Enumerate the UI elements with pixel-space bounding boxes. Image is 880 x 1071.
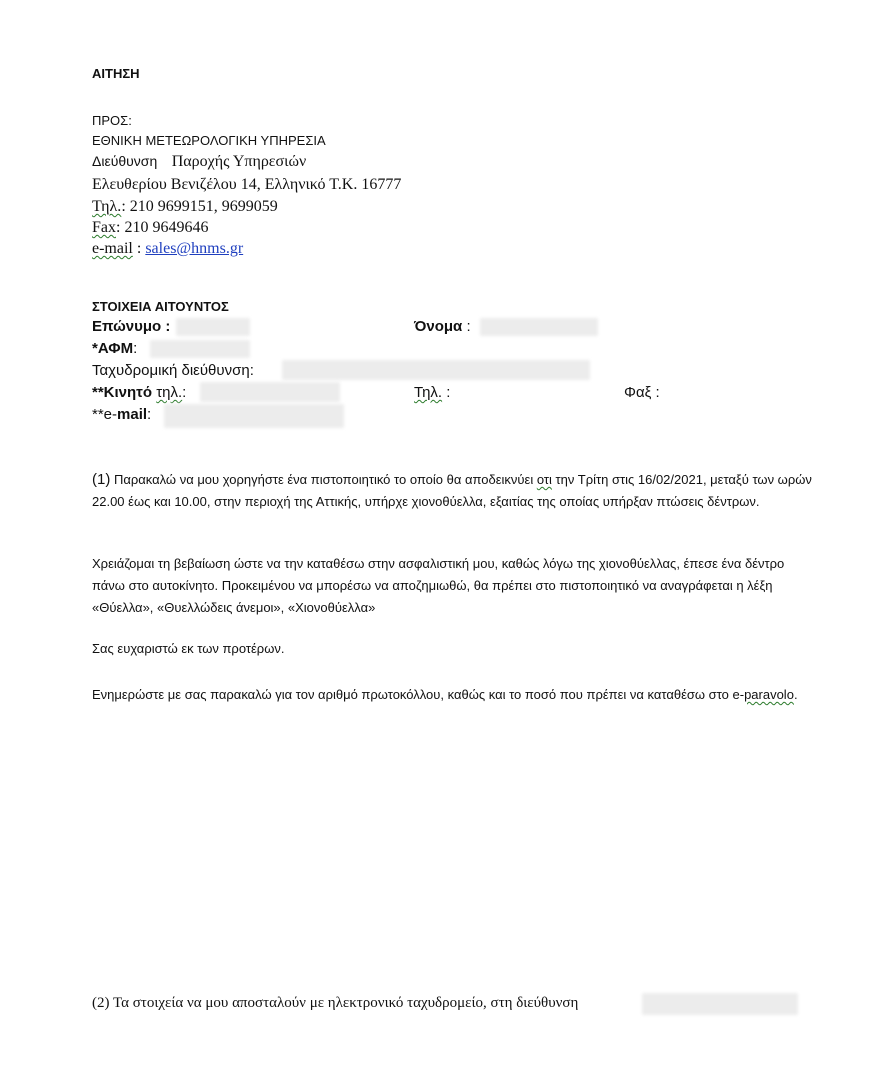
first-name-redacted bbox=[480, 318, 598, 336]
telephone-value: : 210 9699151, 9699059 bbox=[121, 198, 278, 215]
applicant-email-colon: : bbox=[147, 406, 152, 423]
mobile-word: τηλ. bbox=[156, 384, 183, 401]
protocol-end: . bbox=[793, 687, 798, 702]
postal-address-label-text: Ταχυδρομική διεύθυνση bbox=[92, 362, 250, 379]
recipient-address: Ελευθερίου Βενιζέλου 14, Ελληνικό Τ.Κ. 16777 bbox=[92, 176, 402, 193]
thanks-paragraph: Σας ευχαριστώ εκ των προτέρων. bbox=[92, 641, 285, 656]
protocol-paragraph bbox=[92, 684, 812, 706]
mobile-phone-redacted bbox=[200, 382, 340, 402]
applicant-section-title: ΣΤΟΙΧΕΙΑ ΑΙΤΟΥΝΤΟΣ bbox=[92, 299, 229, 314]
mobile-colon: : bbox=[182, 384, 187, 401]
postal-address-label bbox=[92, 362, 254, 379]
email-separator: : bbox=[132, 240, 146, 257]
mobile-phone-label bbox=[92, 384, 186, 401]
postal-address-redacted bbox=[282, 360, 590, 380]
telephone-label: Τηλ. bbox=[92, 198, 122, 215]
paravolo-word: paravolo bbox=[744, 687, 794, 702]
footnote-text: (2) Τα στοιχεία να μου αποσταλούν με ηλεκτρονικό ταχυδρομείο, στη διεύθυνση bbox=[92, 995, 579, 1011]
recipient-email bbox=[92, 240, 243, 258]
first-name-label bbox=[414, 318, 471, 335]
afm-colon: : bbox=[133, 340, 138, 357]
recipient-to-label: ΠΡΟΣ: bbox=[92, 113, 132, 128]
request-text-oti: οτι bbox=[536, 472, 552, 487]
mobile-prefix: **Κινητό bbox=[92, 384, 153, 401]
request-text-part1: Παρακαλώ να μου χορηγήστε ένα πιστοποιητικό το οποίο θα αποδεικνύει bbox=[110, 472, 537, 487]
recipient-fax bbox=[92, 219, 208, 237]
request-text-part2: την Τρίτη στις 16/02/2021, μεταξύ των ωρών 22.00 έως και 10.00, στην περιοχή της Αττικής, υπήρχε χιονοθύελλα, εξαιτίας της οποίας υπήρξαν πτώσεις δέντρων. bbox=[92, 472, 812, 509]
fax-value: : 210 9649646 bbox=[116, 219, 209, 236]
afm-label-text: *ΑΦΜ bbox=[92, 340, 134, 357]
applicant-email-redacted bbox=[164, 404, 344, 428]
applicant-email-word: mail bbox=[117, 406, 148, 423]
surname-redacted bbox=[176, 318, 250, 336]
protocol-text: Ενημερώστε με σας παρακαλώ για τον αριθμό πρωτοκόλλου, καθώς και το ποσό που πρέπει να καταθέσω στο e- bbox=[92, 687, 745, 702]
recipient-organization: ΕΘΝΙΚΗ ΜΕΤΕΩΡΟΛΟΓΙΚΗ ΥΠΗΡΕΣΙΑ bbox=[92, 133, 326, 148]
fax-label: Fax bbox=[92, 219, 116, 236]
applicant-email-prefix: **e- bbox=[92, 406, 118, 423]
department-label: Διεύθυνση bbox=[92, 153, 158, 169]
footnote-email-redacted bbox=[642, 993, 798, 1015]
recipient-department bbox=[92, 153, 306, 171]
request-paragraph bbox=[92, 469, 812, 513]
reason-paragraph: Χρειάζομαι τη βεβαίωση ώστε να την καταθέσω στην ασφαλιστική μου, καθώς λόγω της χιονοθύελλας, έπεσε ένα δέντρο πάνω στο αυτοκίνητο. Προκειμένου να μπορέσω να αποζημιωθώ, θα πρέπει στο πιστοποιητικό να αναγράφεται η λέξη «Θύελλα», «Θυελλώδεις άνεμοι», «Χιονοθύελλα» bbox=[92, 556, 785, 615]
department-name: Παροχής Υπηρεσιών bbox=[171, 153, 307, 170]
first-name-label-text: Όνομα bbox=[414, 318, 463, 335]
document-title: ΑΙΤΗΣΗ bbox=[92, 66, 140, 81]
first-name-colon: : bbox=[466, 318, 471, 335]
afm-label bbox=[92, 340, 137, 357]
home-phone-word: Τηλ. bbox=[414, 384, 443, 401]
applicant-email-label bbox=[92, 406, 151, 423]
surname-label: Επώνυμο : bbox=[92, 318, 171, 335]
email-link[interactable]: sales@hnms.gr bbox=[145, 240, 244, 257]
fax-field-label: Φαξ : bbox=[624, 384, 660, 401]
paragraph-number-1: (1) bbox=[92, 471, 111, 488]
email-label: e-mail bbox=[92, 240, 133, 257]
home-phone-label bbox=[414, 384, 450, 401]
postal-address-colon: : bbox=[249, 362, 254, 379]
recipient-telephone bbox=[92, 198, 278, 216]
home-phone-colon: : bbox=[442, 384, 451, 401]
afm-redacted bbox=[150, 340, 250, 358]
